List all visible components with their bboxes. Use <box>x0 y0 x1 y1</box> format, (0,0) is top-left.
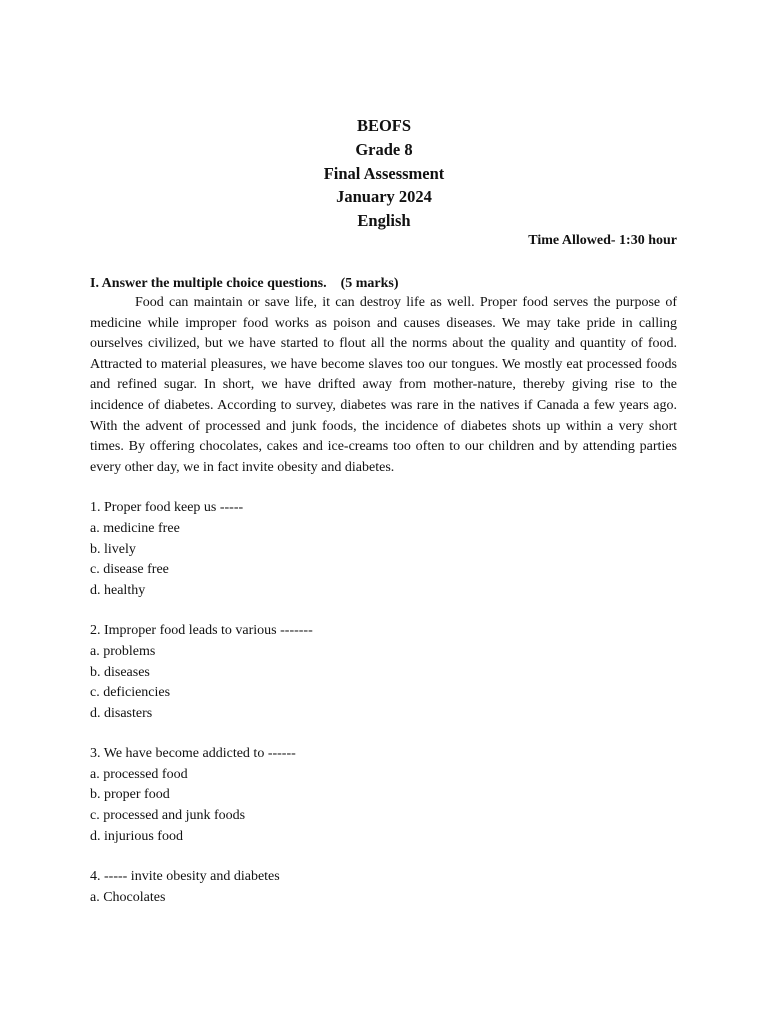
grade-label: Grade 8 <box>355 139 413 159</box>
question-text: 1. Proper food keep us ----- <box>90 500 244 516</box>
option-b: b. diseases <box>90 664 150 680</box>
question-3 <box>90 744 677 847</box>
option-c: c. disease free <box>90 562 169 578</box>
section-title: I. Answer the multiple choice questions. (5 marks) <box>90 276 399 291</box>
option-a: a. Chocolates <box>90 889 166 905</box>
reading-passage: Food can maintain or save life, it can destroy life as well. Proper food serves the purpose of medicine while improper food works as poison and causes diseases. We may take pride in calling ourselves civilized, but we have started to flout all the norms about the quality and quantity of food. Attracted to material pleasures, we have become slaves too our tongues. We mostly eat processed foods and refined sugar. In short, we have drifted away from mother-nature, thereby giving rise to the incidence of diabetes. According to survey, diabetes was rare in the natives if Canada a few years ago. With the advent of processed and junk foods, the incidence of diabetes shots up within a very short times. By offering chocolates, cakes and ice-creams too often to our children and by attending parties every other day, we in fact invite obesity and diabetes. <box>90 295 677 475</box>
option-d: d. healthy <box>90 582 146 598</box>
question-4 <box>90 867 677 908</box>
time-allowed: Time Allowed- 1:30 hour <box>528 233 677 248</box>
question-2 <box>90 621 677 724</box>
option-c: c. processed and junk foods <box>90 808 246 824</box>
option-d: d. disasters <box>90 705 153 721</box>
question-text: 3. We have become addicted to ------ <box>90 746 296 762</box>
question-1 <box>90 498 677 601</box>
option-a: a. processed food <box>90 766 188 782</box>
subject-label: English <box>357 211 411 231</box>
option-b: b. lively <box>90 541 136 557</box>
option-b: b. proper food <box>90 787 170 803</box>
school-name: BEOFS <box>356 116 412 135</box>
option-d: d. injurious food <box>90 828 183 844</box>
question-text: 2. Improper food leads to various ------- <box>90 623 313 639</box>
question-text: 4. ----- invite obesity and diabetes <box>90 869 280 885</box>
document-header <box>0 114 768 233</box>
section-1 <box>90 275 677 908</box>
option-a: a. problems <box>90 643 156 659</box>
exam-title: Final Assessment <box>323 163 445 183</box>
option-c: c. deficiencies <box>90 685 171 701</box>
exam-date: January 2024 <box>336 187 432 207</box>
option-a: a. medicine free <box>90 520 180 536</box>
